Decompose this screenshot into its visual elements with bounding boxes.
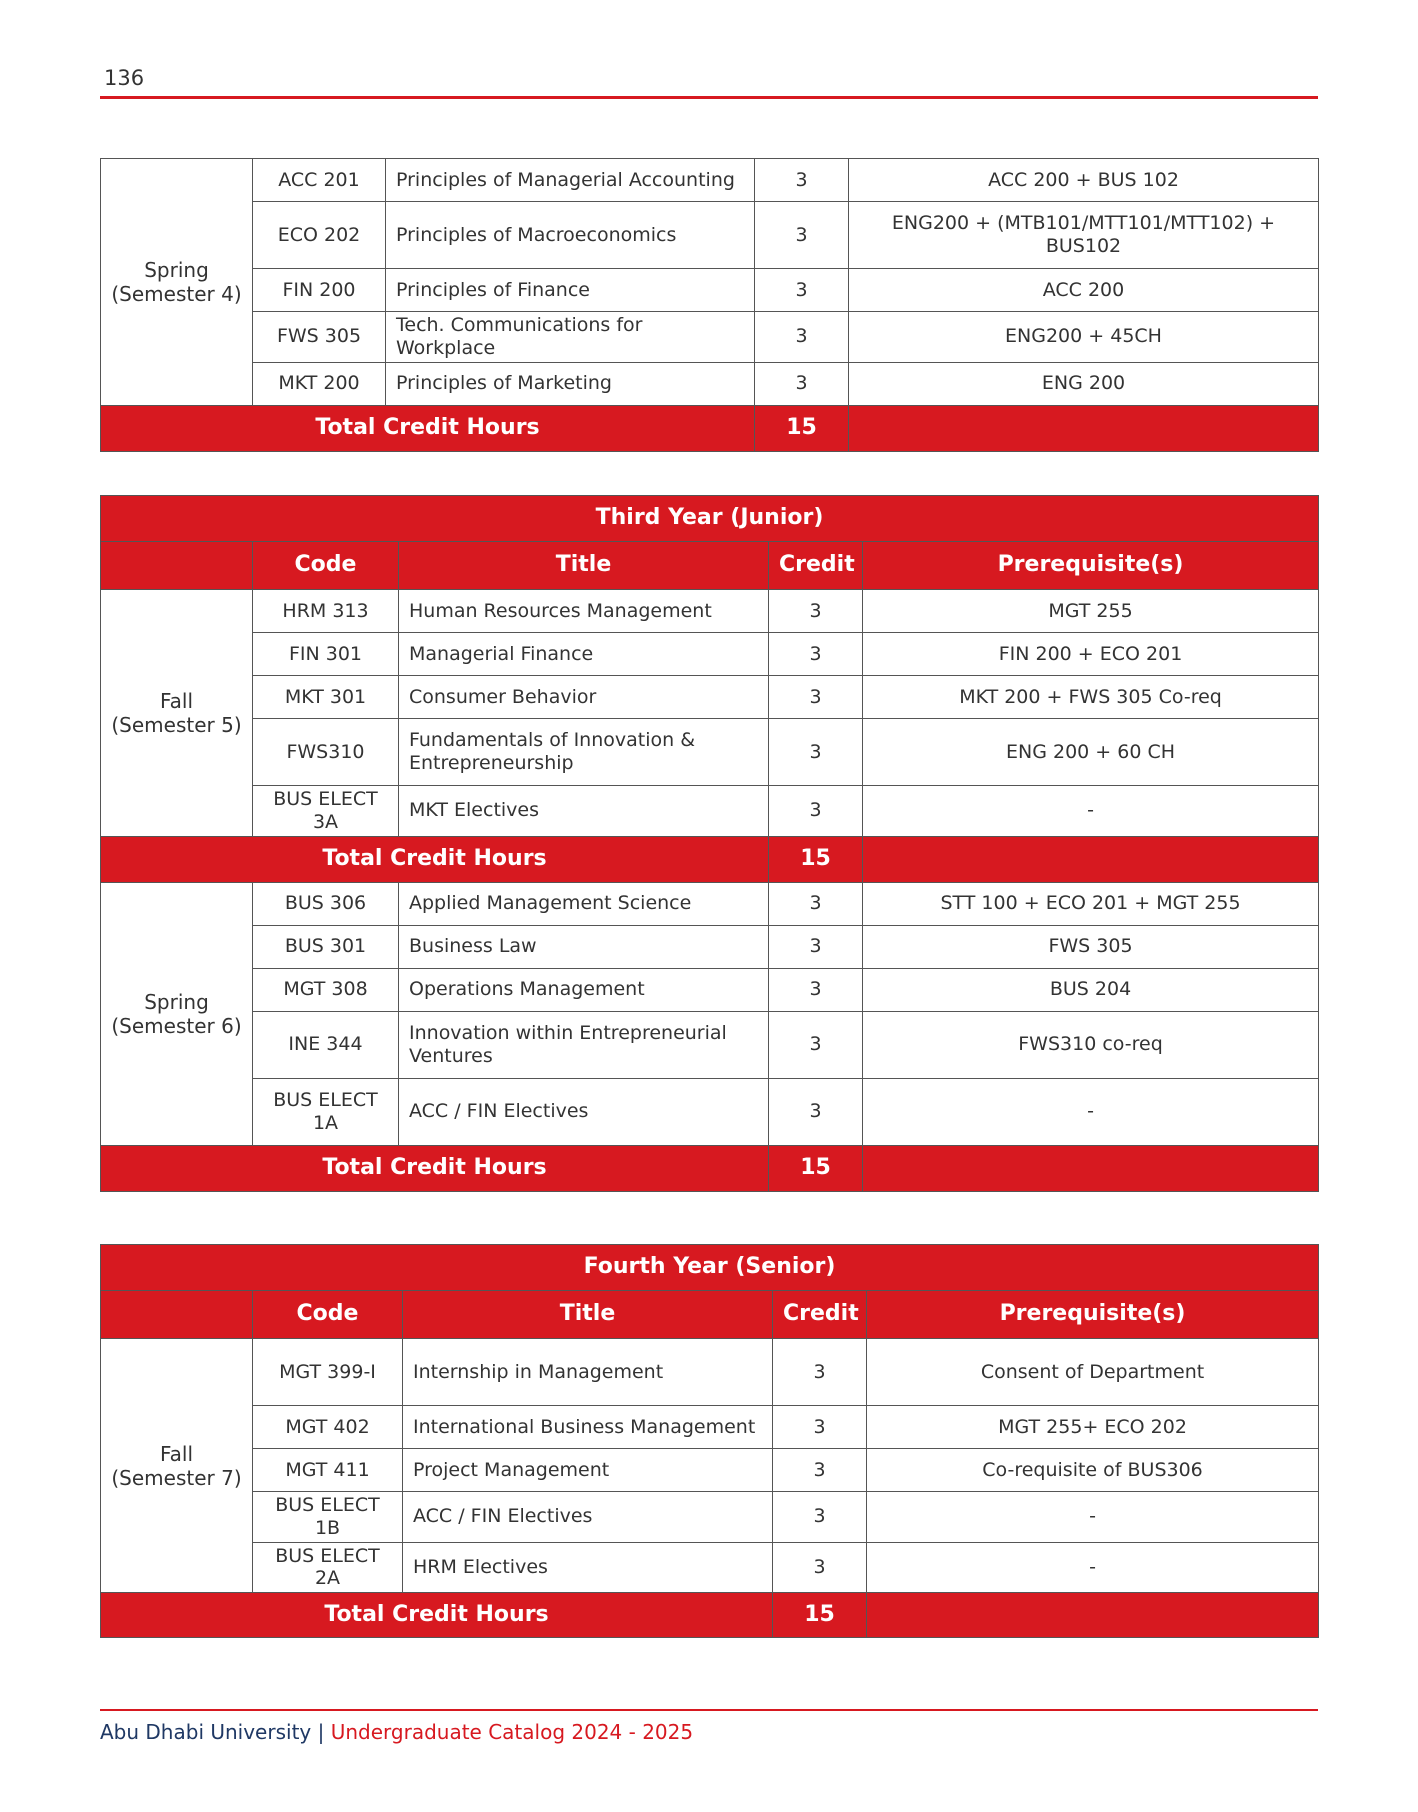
course-credit: 3 (769, 1078, 863, 1145)
course-credit: 3 (769, 786, 863, 837)
header-row (101, 542, 1319, 590)
course-code: FIN 200 (253, 269, 386, 312)
course-code: BUS 301 (253, 925, 399, 968)
course-title: Business Law (399, 925, 769, 968)
course-code: ACC 201 (253, 159, 386, 202)
table-row (101, 1542, 1319, 1593)
course-prereq: FWS 305 (863, 925, 1319, 968)
table-row (101, 719, 1319, 786)
course-code: INE 344 (253, 1011, 399, 1078)
total-label: Total Credit Hours (101, 1593, 773, 1638)
course-title: International Business Management (403, 1406, 773, 1449)
course-title: Principles of Macroeconomics (386, 202, 755, 269)
footer-catalog: Undergraduate Catalog 2024 - 2025 (330, 1720, 694, 1744)
course-title: Applied Management Science (399, 882, 769, 925)
course-code: BUS ELECT 1B (253, 1492, 403, 1543)
header-code: Code (253, 1291, 403, 1339)
course-prereq: ENG 200 + 60 CH (863, 719, 1319, 786)
table-row (101, 312, 1319, 363)
total-value: 15 (755, 405, 849, 451)
course-title: HRM Electives (403, 1542, 773, 1593)
course-prereq: Co-requisite of BUS306 (867, 1449, 1319, 1492)
total-blank (867, 1593, 1319, 1638)
header-rule (100, 96, 1318, 99)
footer-separator: | (317, 1720, 325, 1744)
course-credit: 3 (769, 719, 863, 786)
course-code: ECO 202 (253, 202, 386, 269)
year-title-row (101, 1245, 1319, 1291)
table-row (101, 786, 1319, 837)
course-title: Principles of Managerial Accounting (386, 159, 755, 202)
fourth-year-table (100, 1244, 1319, 1638)
semester-label (101, 882, 253, 1145)
table-row (101, 968, 1319, 1011)
total-blank (863, 836, 1319, 882)
table-row (101, 202, 1319, 269)
course-credit: 3 (755, 202, 849, 269)
course-prereq: FIN 200 + ECO 201 (863, 633, 1319, 676)
course-title: Operations Management (399, 968, 769, 1011)
table-row (101, 159, 1319, 202)
course-code: HRM 313 (253, 590, 399, 633)
total-value: 15 (773, 1593, 867, 1638)
semester-label (101, 1339, 253, 1593)
course-code: BUS ELECT 2A (253, 1542, 403, 1593)
course-code: MGT 399-I (253, 1339, 403, 1406)
table-row (101, 1492, 1319, 1543)
semester-season: Spring (144, 257, 209, 282)
course-credit: 3 (769, 676, 863, 719)
total-blank (863, 1145, 1319, 1191)
course-code: BUS ELECT 1A (253, 1078, 399, 1145)
course-title: Managerial Finance (399, 633, 769, 676)
course-prereq: MGT 255 (863, 590, 1319, 633)
course-title: Principles of Marketing (386, 362, 755, 405)
total-row (101, 836, 1319, 882)
course-code: BUS 306 (253, 882, 399, 925)
course-title: Internship in Management (403, 1339, 773, 1406)
course-credit: 3 (773, 1542, 867, 1593)
course-credit: 3 (773, 1339, 867, 1406)
header-prereq: Prerequisite(s) (863, 542, 1319, 590)
course-code: MGT 402 (253, 1406, 403, 1449)
table-row (101, 1078, 1319, 1145)
semester-number: (Semester 4) (111, 281, 242, 306)
course-code: MGT 308 (253, 968, 399, 1011)
course-prereq: ENG200 + (MTB101/MTT101/MTT102) + BUS102 (849, 202, 1319, 269)
header-code: Code (253, 542, 399, 590)
course-credit: 3 (769, 925, 863, 968)
course-credit: 3 (773, 1406, 867, 1449)
table-row (101, 676, 1319, 719)
table-row (101, 882, 1319, 925)
semester-label (101, 159, 253, 406)
table-row (101, 269, 1319, 312)
course-title: Fundamentals of Innovation & Entrepreneurship (399, 719, 769, 786)
total-label: Total Credit Hours (101, 405, 755, 451)
table-row (101, 362, 1319, 405)
course-prereq: FWS310 co-req (863, 1011, 1319, 1078)
course-credit: 3 (769, 590, 863, 633)
course-credit: 3 (769, 1011, 863, 1078)
total-row (101, 1145, 1319, 1191)
semester-number: (Semester 7) (111, 1465, 242, 1490)
table-row (101, 925, 1319, 968)
course-code: FWS 305 (253, 312, 386, 363)
header-row (101, 1291, 1319, 1339)
course-title: Consumer Behavior (399, 676, 769, 719)
semester-season: Fall (159, 1441, 194, 1466)
header-title: Title (399, 542, 769, 590)
course-code: MGT 411 (253, 1449, 403, 1492)
year-title-row (101, 496, 1319, 542)
semester-season: Fall (159, 688, 194, 713)
course-code: FWS310 (253, 719, 399, 786)
total-blank (849, 405, 1319, 451)
course-code: FIN 301 (253, 633, 399, 676)
course-prereq: Consent of Department (867, 1339, 1319, 1406)
course-credit: 3 (769, 968, 863, 1011)
page-number: 136 (104, 66, 145, 90)
course-prereq: ENG200 + 45CH (849, 312, 1319, 363)
course-credit: 3 (773, 1449, 867, 1492)
total-row (101, 405, 1319, 451)
table-row (101, 590, 1319, 633)
course-title: MKT Electives (399, 786, 769, 837)
course-credit: 3 (755, 362, 849, 405)
table-row (101, 1011, 1319, 1078)
year-title: Fourth Year (Senior) (101, 1245, 1319, 1291)
semester-number: (Semester 6) (111, 1013, 242, 1038)
course-prereq: MGT 255+ ECO 202 (867, 1406, 1319, 1449)
total-label: Total Credit Hours (101, 1145, 769, 1191)
third-year-table (100, 495, 1319, 1192)
course-prereq: BUS 204 (863, 968, 1319, 1011)
course-credit: 3 (755, 159, 849, 202)
footer-org: Abu Dhabi University (100, 1720, 312, 1744)
header-blank (101, 542, 253, 590)
header-credit: Credit (769, 542, 863, 590)
course-title: Innovation within Entrepreneurial Ventures (399, 1011, 769, 1078)
semester-number: (Semester 5) (111, 712, 242, 737)
table-row (101, 1406, 1319, 1449)
course-prereq: - (867, 1492, 1319, 1543)
semester-season: Spring (144, 989, 209, 1014)
footer-rule (100, 1709, 1318, 1711)
header-prereq: Prerequisite(s) (867, 1291, 1319, 1339)
course-code: MKT 301 (253, 676, 399, 719)
course-title: ACC / FIN Electives (403, 1492, 773, 1543)
course-title: ACC / FIN Electives (399, 1078, 769, 1145)
course-credit: 3 (755, 269, 849, 312)
course-title: Principles of Finance (386, 269, 755, 312)
course-credit: 3 (773, 1492, 867, 1543)
course-code: BUS ELECT 3A (253, 786, 399, 837)
course-credit: 3 (769, 882, 863, 925)
course-prereq: ACC 200 + BUS 102 (849, 159, 1319, 202)
course-prereq: - (863, 1078, 1319, 1145)
course-prereq: - (867, 1542, 1319, 1593)
semester-label (101, 590, 253, 837)
total-value: 15 (769, 836, 863, 882)
header-blank (101, 1291, 253, 1339)
course-prereq: ENG 200 (849, 362, 1319, 405)
table-row (101, 633, 1319, 676)
course-credit: 3 (769, 633, 863, 676)
header-title: Title (403, 1291, 773, 1339)
total-value: 15 (769, 1145, 863, 1191)
total-label: Total Credit Hours (101, 836, 769, 882)
course-title: Tech. Communications for Workplace (386, 312, 755, 363)
total-row (101, 1593, 1319, 1638)
semester-4-table (100, 158, 1319, 452)
footer (100, 1720, 693, 1744)
course-prereq: ACC 200 (849, 269, 1319, 312)
table-row (101, 1449, 1319, 1492)
course-prereq: - (863, 786, 1319, 837)
course-code: MKT 200 (253, 362, 386, 405)
header-credit: Credit (773, 1291, 867, 1339)
year-title: Third Year (Junior) (101, 496, 1319, 542)
table-row (101, 1339, 1319, 1406)
course-title: Project Management (403, 1449, 773, 1492)
course-prereq: STT 100 + ECO 201 + MGT 255 (863, 882, 1319, 925)
course-credit: 3 (755, 312, 849, 363)
course-title: Human Resources Management (399, 590, 769, 633)
course-prereq: MKT 200 + FWS 305 Co-req (863, 676, 1319, 719)
